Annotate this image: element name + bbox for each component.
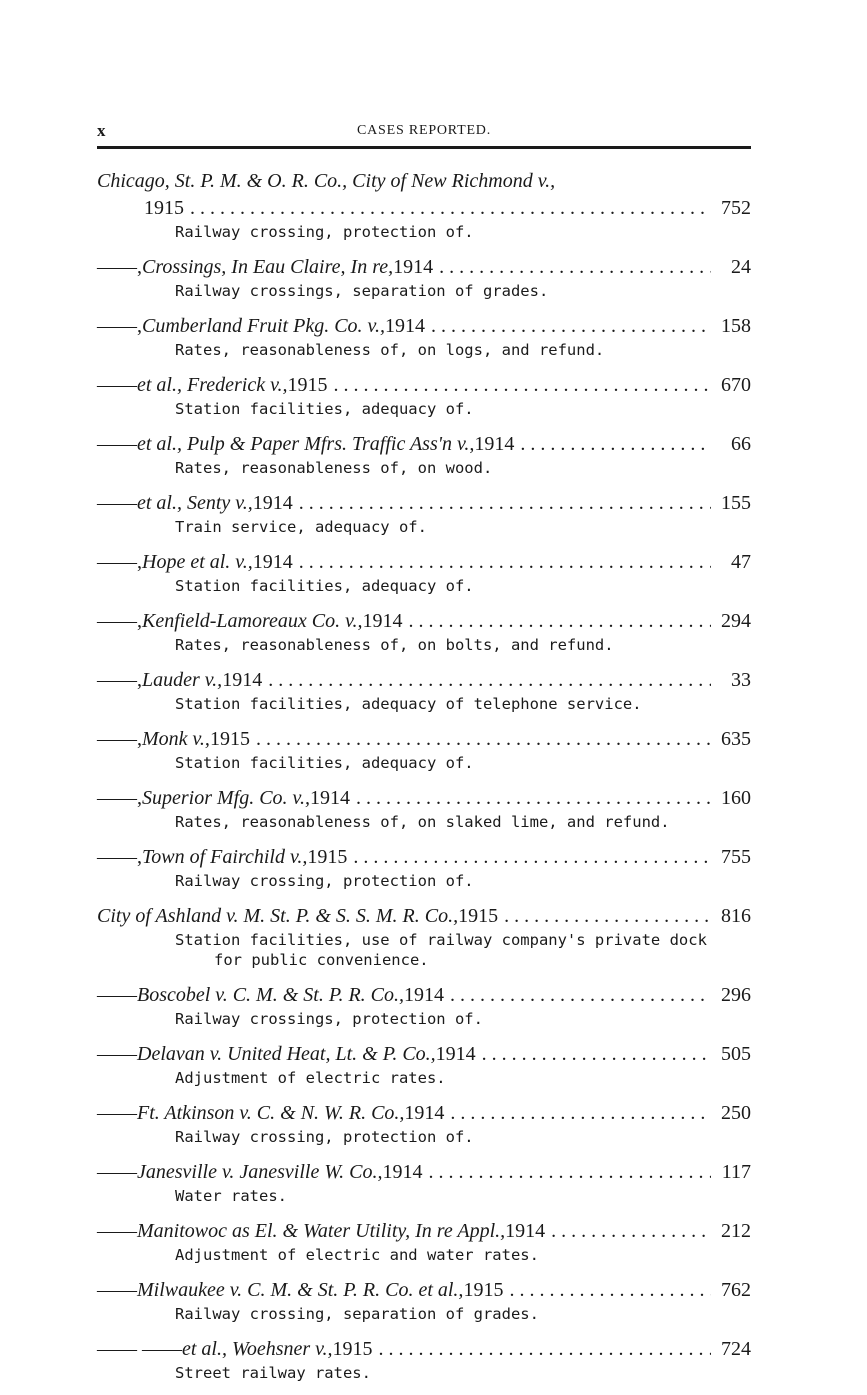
case-year: 1914 bbox=[404, 1102, 445, 1124]
dot-leader bbox=[482, 1041, 711, 1068]
case-entry bbox=[97, 549, 751, 596]
case-entry bbox=[97, 372, 751, 419]
case-entry bbox=[97, 982, 751, 1029]
case-page: 24 bbox=[731, 256, 751, 278]
case-line bbox=[97, 490, 751, 517]
ditto-dash: —— bbox=[97, 492, 137, 514]
case-page: 160 bbox=[721, 787, 751, 809]
case-entry bbox=[97, 1100, 751, 1147]
dot-leader bbox=[353, 844, 711, 871]
case-entry bbox=[97, 667, 751, 714]
case-line bbox=[97, 1100, 751, 1127]
case-subject: Railway crossings, protection of. bbox=[175, 1010, 483, 1028]
case-subject: Station facilities, adequacy of telephone service. bbox=[175, 695, 642, 713]
case-line bbox=[97, 608, 751, 635]
case-entry bbox=[97, 1041, 751, 1088]
dot-leader bbox=[431, 313, 711, 340]
dot-leader bbox=[334, 372, 712, 399]
case-entry bbox=[97, 313, 751, 360]
page-header bbox=[97, 118, 751, 148]
case-title: Delavan v. United Heat, Lt. & P. Co., bbox=[137, 1043, 436, 1065]
case-year: 1915 bbox=[332, 1338, 373, 1360]
case-line bbox=[97, 431, 751, 458]
case-page: 296 bbox=[721, 984, 751, 1006]
case-page: 505 bbox=[721, 1043, 751, 1065]
case-line bbox=[97, 1336, 751, 1363]
case-year: 1914 bbox=[505, 1220, 546, 1242]
case-year: 1915 bbox=[307, 846, 348, 868]
ditto-dash: —— bbox=[97, 1043, 137, 1065]
case-page: 635 bbox=[721, 728, 751, 750]
case-title: et al., Frederick v., bbox=[137, 374, 288, 396]
ditto-dash: —— bbox=[97, 984, 137, 1006]
case-line bbox=[97, 726, 751, 753]
case-year: 1914 bbox=[309, 787, 350, 809]
case-subject: Station facilities, adequacy of. bbox=[175, 754, 474, 772]
ditto-dash: ——, bbox=[97, 787, 142, 809]
dot-leader bbox=[268, 667, 711, 694]
dot-leader bbox=[551, 1218, 711, 1245]
case-title: Boscobel v. C. M. & St. P. R. Co., bbox=[137, 984, 405, 1006]
case-line bbox=[97, 982, 751, 1009]
case-entry bbox=[97, 785, 751, 832]
case-subject: Adjustment of electric rates. bbox=[175, 1069, 446, 1087]
case-title: Kenfield-Lamoreaux Co. v., bbox=[142, 610, 363, 632]
ditto-dash: —— bbox=[97, 1161, 137, 1183]
case-entry bbox=[97, 1218, 751, 1265]
case-subject: Railway crossing, protection of. bbox=[175, 1128, 474, 1146]
case-year: 1915 bbox=[287, 374, 328, 396]
case-page: 158 bbox=[721, 315, 751, 337]
dot-leader bbox=[379, 1336, 711, 1363]
ditto-dash: ——, bbox=[97, 315, 142, 337]
dot-leader bbox=[409, 608, 711, 635]
case-page: 816 bbox=[721, 905, 751, 927]
case-entry bbox=[97, 254, 751, 301]
case-line bbox=[97, 667, 751, 694]
case-title: City of Ashland v. M. St. P. & S. S. M. R. Co., bbox=[97, 905, 459, 927]
case-year: 1914 bbox=[435, 1043, 476, 1065]
case-entry bbox=[97, 903, 751, 970]
case-entry bbox=[97, 844, 751, 891]
case-page: 294 bbox=[721, 610, 751, 632]
page-folio: x bbox=[97, 121, 106, 140]
case-page: 117 bbox=[721, 1161, 751, 1183]
case-subject: Railway crossings, separation of grades. bbox=[175, 282, 549, 300]
case-year: 1914 bbox=[384, 315, 425, 337]
dot-leader bbox=[356, 785, 711, 812]
case-year: 1914 bbox=[222, 669, 263, 691]
case-page: 33 bbox=[731, 669, 751, 691]
case-year: 1915 bbox=[144, 197, 184, 219]
case-title: Janesville v. Janesville W. Co., bbox=[137, 1161, 383, 1183]
case-line bbox=[97, 549, 751, 576]
case-entry bbox=[97, 608, 751, 655]
ditto-dash: —— bbox=[97, 1279, 137, 1301]
case-year: 1914 bbox=[362, 610, 403, 632]
case-subject: Rates, reasonableness of, on bolts, and refund. bbox=[175, 636, 614, 654]
case-line bbox=[97, 903, 751, 930]
case-year: 1914 bbox=[382, 1161, 423, 1183]
case-year: 1914 bbox=[474, 433, 515, 455]
ditto-dash: ——, bbox=[97, 846, 142, 868]
case-line-continued bbox=[97, 195, 751, 222]
case-entry bbox=[97, 168, 751, 242]
dot-leader bbox=[256, 726, 711, 753]
running-title: CASES REPORTED. bbox=[356, 123, 492, 138]
case-year: 1915 bbox=[209, 728, 250, 750]
case-subject: Station facilities, adequacy of. bbox=[175, 400, 474, 418]
ditto-dash: ——, bbox=[97, 256, 142, 278]
case-title: Ft. Atkinson v. C. & N. W. R. Co., bbox=[137, 1102, 405, 1124]
case-line bbox=[97, 1277, 751, 1304]
dot-leader bbox=[520, 431, 711, 458]
ditto-dash: ——, bbox=[97, 728, 142, 750]
case-subject: Railway crossing, protection of. bbox=[175, 223, 474, 241]
case-subject: Rates, reasonableness of, on wood. bbox=[175, 459, 493, 477]
case-title: Chicago, St. P. M. & O. R. Co., City of New Richmond v., bbox=[97, 170, 556, 192]
case-entry bbox=[97, 490, 751, 537]
ditto-dash: ——, bbox=[97, 610, 142, 632]
case-line bbox=[97, 168, 751, 195]
case-year: 1915 bbox=[463, 1279, 504, 1301]
case-line bbox=[97, 254, 751, 281]
case-line bbox=[97, 1159, 751, 1186]
case-title: Town of Fairchild v., bbox=[142, 846, 308, 868]
case-page: 755 bbox=[721, 846, 751, 868]
ditto-dash: —— bbox=[97, 1102, 137, 1124]
ditto-dash: ——, bbox=[97, 551, 142, 573]
case-line bbox=[97, 1218, 751, 1245]
case-subject: Street railway rates. bbox=[175, 1364, 371, 1382]
dot-leader bbox=[190, 195, 711, 222]
ditto-dash: —— bbox=[97, 433, 137, 455]
case-entry bbox=[97, 726, 751, 773]
case-subject: Station facilities, use of railway company's private dock bbox=[175, 931, 707, 949]
dot-leader bbox=[509, 1277, 711, 1304]
case-title: Milwaukee v. C. M. & St. P. R. Co. et al., bbox=[137, 1279, 464, 1301]
case-title: Monk v., bbox=[142, 728, 210, 750]
case-entry bbox=[97, 1277, 751, 1324]
header-rule bbox=[97, 146, 751, 149]
case-year: 1914 bbox=[393, 256, 434, 278]
case-title: et al., Woehsner v., bbox=[182, 1338, 333, 1360]
case-subject: Railway crossing, protection of. bbox=[175, 872, 474, 890]
case-subject: Rates, reasonableness of, on slaked lime, and refund. bbox=[175, 813, 670, 831]
case-line bbox=[97, 372, 751, 399]
case-page: 250 bbox=[721, 1102, 751, 1124]
case-title: Hope et al. v., bbox=[142, 551, 253, 573]
case-line bbox=[97, 313, 751, 340]
dot-leader bbox=[299, 549, 711, 576]
case-subject: Adjustment of electric and water rates. bbox=[175, 1246, 539, 1264]
case-subject: Rates, reasonableness of, on logs, and refund. bbox=[175, 341, 605, 359]
dot-leader bbox=[439, 254, 711, 281]
case-line bbox=[97, 844, 751, 871]
dot-leader bbox=[450, 1100, 711, 1127]
dot-leader bbox=[450, 982, 711, 1009]
case-entry bbox=[97, 431, 751, 478]
case-line bbox=[97, 785, 751, 812]
dot-leader bbox=[428, 1159, 711, 1186]
case-page: 762 bbox=[721, 1279, 751, 1301]
case-line bbox=[97, 1041, 751, 1068]
case-year: 1914 bbox=[252, 551, 293, 573]
case-title: Cumberland Fruit Pkg. Co. v., bbox=[142, 315, 385, 337]
case-list bbox=[97, 168, 751, 1395]
ditto-dash: —— bbox=[97, 374, 137, 396]
case-entry bbox=[97, 1336, 751, 1383]
case-title: Manitowoc as El. & Water Utility, In re Appl., bbox=[137, 1220, 506, 1242]
case-title: Lauder v., bbox=[142, 669, 223, 691]
case-title: et al., Senty v., bbox=[137, 492, 253, 514]
ditto-dash: ——, bbox=[97, 669, 142, 691]
ditto-dash: —— bbox=[97, 1220, 137, 1242]
case-page: 724 bbox=[721, 1338, 751, 1360]
case-subject: Railway crossing, separation of grades. bbox=[175, 1305, 539, 1323]
case-year: 1915 bbox=[458, 905, 499, 927]
case-subject: Station facilities, adequacy of. bbox=[175, 577, 474, 595]
case-page: 752 bbox=[721, 197, 751, 219]
case-entry bbox=[97, 1159, 751, 1206]
case-title: Superior Mfg. Co. v., bbox=[142, 787, 310, 809]
case-page: 47 bbox=[731, 551, 751, 573]
case-page: 670 bbox=[721, 374, 751, 396]
case-subject-continued: for public convenience. bbox=[214, 951, 429, 969]
ditto-dash: —— —— bbox=[97, 1338, 182, 1360]
case-title: Crossings, In Eau Claire, In re, bbox=[142, 256, 394, 278]
case-subject: Water rates. bbox=[175, 1187, 287, 1205]
dot-leader bbox=[299, 490, 711, 517]
case-year: 1914 bbox=[404, 984, 445, 1006]
case-page: 155 bbox=[721, 492, 751, 514]
case-title: et al., Pulp & Paper Mfrs. Traffic Ass'n v., bbox=[137, 433, 475, 455]
case-page: 212 bbox=[721, 1220, 751, 1242]
dot-leader bbox=[504, 903, 711, 930]
case-year: 1914 bbox=[252, 492, 293, 514]
case-page: 66 bbox=[731, 433, 751, 455]
case-subject: Train service, adequacy of. bbox=[175, 518, 427, 536]
